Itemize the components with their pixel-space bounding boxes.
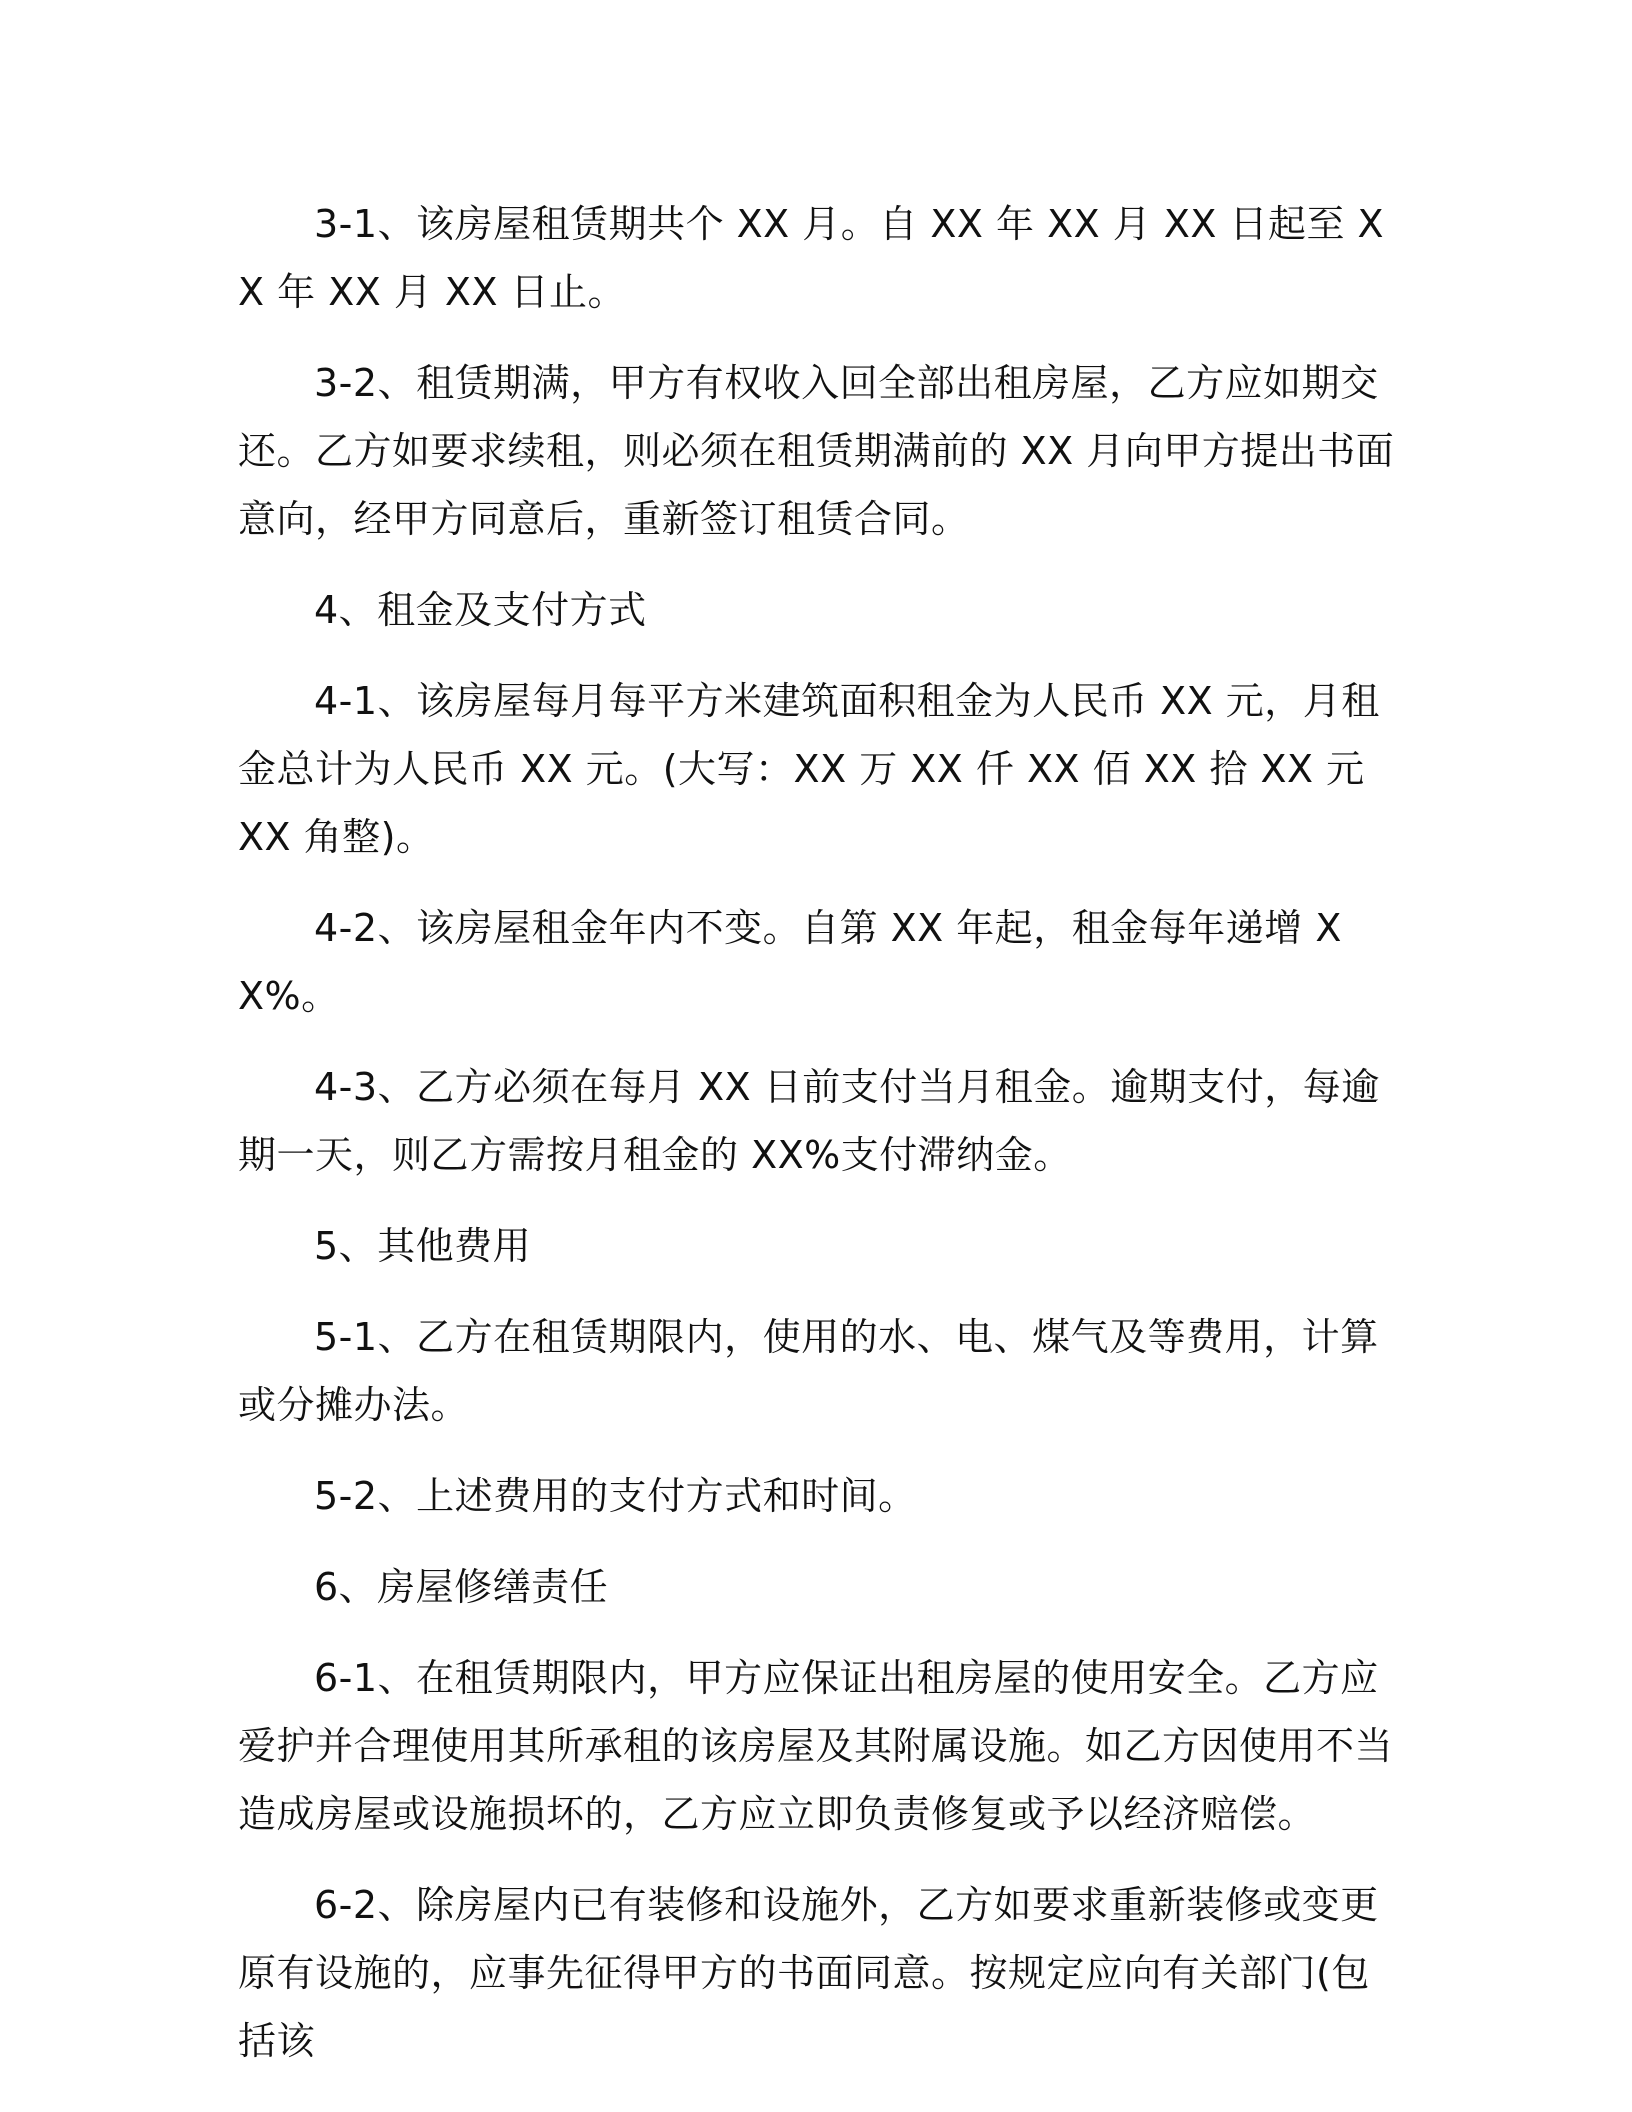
clause-6-1: 6-1、在租赁期限内，甲方应保证出租房屋的使用安全。乙方应爱护并合理使用其所承租的该房屋及其附属设施。如乙方因使用不当造成房屋或设施损坏的，乙方应立即负责修复或予以经济赔偿。: [238, 1656, 1394, 1836]
clause-6-2: 6-2、除房屋内已有装修和设施外，乙方如要求重新装修或变更原有设施的，应事先征得甲方的书面同意。按规定应向有关部门(包括该: [238, 1883, 1379, 2063]
clause-3-2: 3-2、租赁期满，甲方有权收入回全部出租房屋，乙方应如期交还。乙方如要求续租，则必须在租赁期满前的 XX 月向甲方提出书面意向，经甲方同意后，重新签订租赁合同。: [238, 361, 1395, 541]
clause-4-2: 4-2、该房屋租金年内不变。自第 XX 年起，租金每年递增 XX%。: [238, 906, 1342, 1018]
clause-4-1: 4-1、该房屋每月每平方米建筑面积租金为人民币 XX 元，月租金总计为人民币 XX 元。(大写：XX 万 XX 仟 XX 佰 XX 拾 XX 元 XX 角整)。: [238, 679, 1380, 859]
clause-5-2: 5-2、上述费用的支付方式和时间。: [314, 1474, 917, 1518]
document-body: [238, 190, 1398, 2098]
clause-5-1: 5-1、乙方在租赁期限内，使用的水、电、煤气及等费用，计算或分摊办法。: [238, 1315, 1379, 1427]
clause-3-1: 3-1、该房屋租赁期共个 XX 月。自 XX 年 XX 月 XX 日起至 XX 年 XX 月 XX 日止。: [238, 202, 1385, 314]
clause-4-3: 4-3、乙方必须在每月 XX 日前支付当月租金。逾期支付，每逾期一天，则乙方需按月租金的 XX%支付滞纳金。: [238, 1065, 1380, 1177]
section-5-heading: 5、其他费用: [314, 1224, 532, 1268]
section-4-heading: 4、租金及支付方式: [314, 588, 647, 632]
section-6-heading: 6、房屋修缮责任: [314, 1565, 609, 1609]
